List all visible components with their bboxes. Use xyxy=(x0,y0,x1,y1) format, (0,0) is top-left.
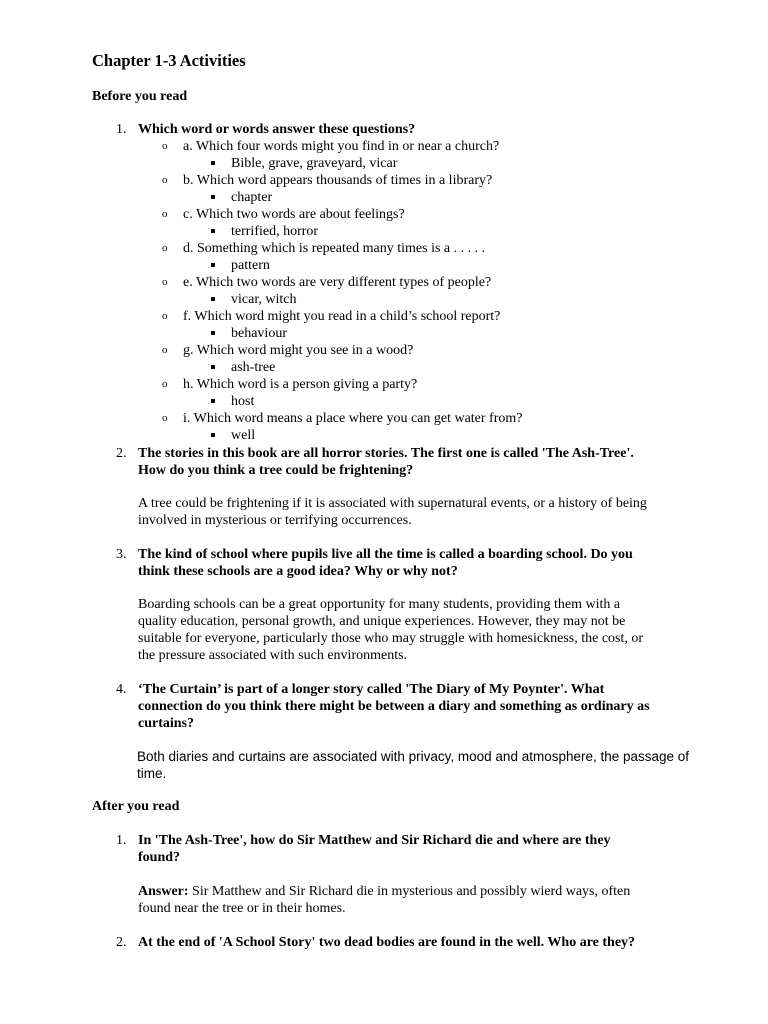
q4-answer-line-2: time. xyxy=(137,766,167,781)
square-bullet-icon xyxy=(211,331,215,335)
sub-bullet-marker: o xyxy=(162,276,168,288)
q3-answer-line-4: the pressure associated with such environments. xyxy=(138,648,408,663)
a2-line-1: At the end of 'A School Story' two dead bodies are found in the well. Who are they? xyxy=(138,935,636,950)
square-bullet-icon xyxy=(211,229,215,233)
q2-line-2: How do you think a tree could be frightening? xyxy=(138,463,414,478)
answer-label: Answer: xyxy=(138,884,189,899)
q1c-question: c. Which two words are about feelings? xyxy=(183,207,405,222)
a1-line-2: found? xyxy=(138,850,181,865)
q1h-answer: host xyxy=(231,394,255,409)
square-bullet-icon xyxy=(211,263,215,267)
a2-number: 2. xyxy=(116,935,127,950)
q1i-question: i. Which word means a place where you can get water from? xyxy=(183,411,523,426)
a1-line-1: In 'The Ash-Tree', how do Sir Matthew and Sir Richard die and where are they xyxy=(138,833,611,848)
a1-answer-line-1 xyxy=(138,883,630,900)
q2-answer-line-2: involved in mysterious or terrifying occurrences. xyxy=(138,513,412,528)
sub-bullet-marker: o xyxy=(162,174,168,186)
q3-answer-line-1: Boarding schools can be a great opportunity for many students, providing them with a xyxy=(138,597,621,612)
q4-line-2: connection do you think there might be between a diary and something as ordinary as xyxy=(138,699,650,714)
q1c-answer: terrified, horror xyxy=(231,224,319,239)
sub-bullet-marker: o xyxy=(162,310,168,322)
a1-number: 1. xyxy=(116,833,127,848)
sub-bullet-marker: o xyxy=(162,344,168,356)
q1-text: Which word or words answer these questions? xyxy=(138,122,416,137)
a1-answer-text: Sir Matthew and Sir Richard die in mysterious and possibly wierd ways, often xyxy=(188,884,631,899)
q1-number: 1. xyxy=(116,122,127,137)
square-bullet-icon xyxy=(211,161,215,165)
q3-line-1: The kind of school where pupils live all the time is called a boarding school. Do you xyxy=(138,547,633,562)
q1a-answer: Bible, grave, graveyard, vicar xyxy=(231,156,398,171)
q1a-question: a. Which four words might you find in or near a church? xyxy=(183,139,500,154)
q1f-question: f. Which word might you read in a child’s school report? xyxy=(183,309,501,324)
square-bullet-icon xyxy=(211,297,215,301)
q4-number: 4. xyxy=(116,682,127,697)
q1h-question: h. Which word is a person giving a party? xyxy=(183,377,418,392)
a1-answer-line-2: found near the tree or in their homes. xyxy=(138,901,346,916)
q3-number: 3. xyxy=(116,547,127,562)
q4-line-1: ‘The Curtain’ is part of a longer story called 'The Diary of My Poynter'. What xyxy=(138,682,605,697)
sub-bullet-marker: o xyxy=(162,208,168,220)
q1g-answer: ash-tree xyxy=(231,360,276,375)
q2-answer-line-1: A tree could be frightening if it is associated with supernatural events, or a history of being xyxy=(138,496,647,511)
q1b-answer: chapter xyxy=(231,190,273,205)
square-bullet-icon xyxy=(211,365,215,369)
q2-number: 2. xyxy=(116,446,127,461)
q3-line-2: think these schools are a good idea? Why or why not? xyxy=(138,564,458,579)
square-bullet-icon xyxy=(211,195,215,199)
q1g-question: g. Which word might you see in a wood? xyxy=(183,343,414,358)
q4-answer-line-1: Both diaries and curtains are associated with privacy, mood and atmosphere, the passage of xyxy=(137,749,690,764)
q4-line-3: curtains? xyxy=(138,716,194,731)
q1i-answer: well xyxy=(231,428,256,443)
sub-bullet-marker: o xyxy=(162,378,168,390)
after-you-read-heading: After you read xyxy=(92,799,180,814)
q3-answer-line-3: suitable for everyone, particularly those who may struggle with homesickness, the cost, or xyxy=(138,631,644,646)
q1d-question: d. Something which is repeated many times is a . . . . . xyxy=(183,241,486,256)
sub-bullet-marker: o xyxy=(162,140,168,152)
q1b-question: b. Which word appears thousands of times in a library? xyxy=(183,173,493,188)
q1f-answer: behaviour xyxy=(231,326,287,341)
q1d-answer: pattern xyxy=(231,258,270,273)
q2-line-1: The stories in this book are all horror stories. The first one is called 'The Ash-Tree'. xyxy=(138,446,634,461)
q1e-question: e. Which two words are very different types of people? xyxy=(183,275,492,290)
q1e-answer: vicar, witch xyxy=(231,292,297,307)
q3-answer-line-2: quality education, personal growth, and unique experiences. However, they may not be xyxy=(138,614,626,629)
before-you-read-heading: Before you read xyxy=(92,89,188,104)
square-bullet-icon xyxy=(211,399,215,403)
page-title: Chapter 1-3 Activities xyxy=(92,51,246,70)
sub-bullet-marker: o xyxy=(162,412,168,424)
square-bullet-icon xyxy=(211,433,215,437)
sub-bullet-marker: o xyxy=(162,242,168,254)
